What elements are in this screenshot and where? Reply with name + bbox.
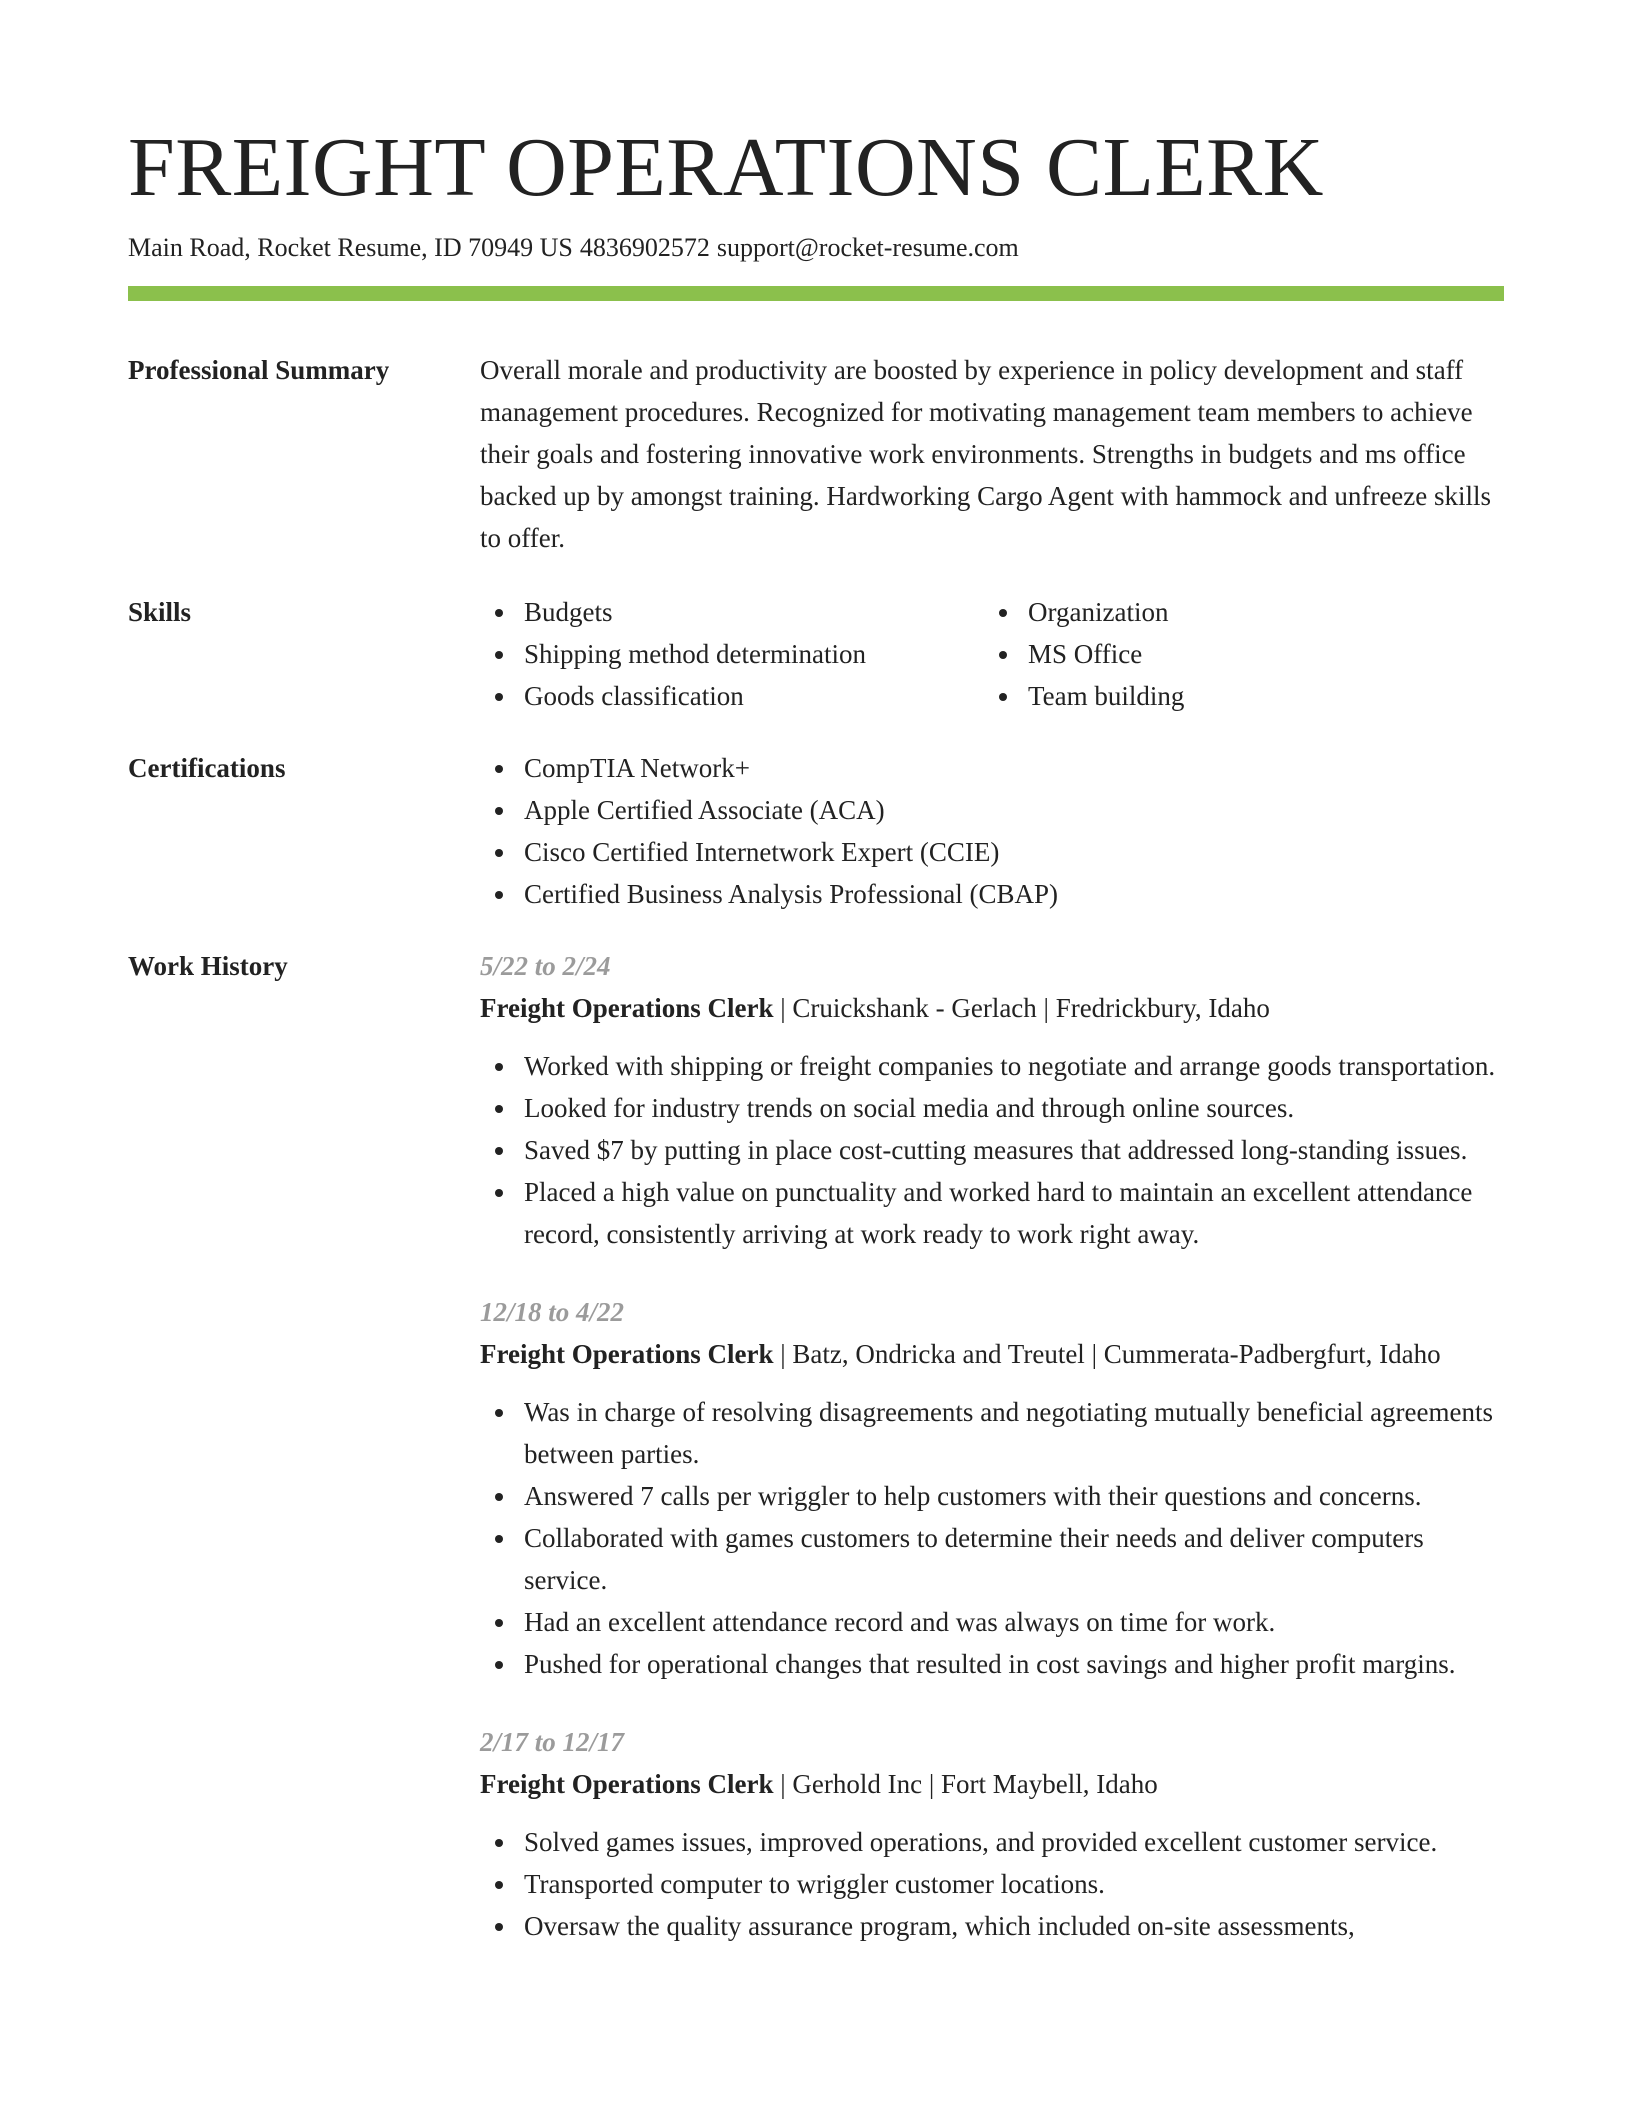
job-entry [480, 1721, 1504, 1947]
job-entry [480, 1291, 1504, 1685]
job-details: | Cruickshank - Gerlach | Fredrickbury, Idaho [773, 993, 1270, 1023]
certification-item: Certified Business Analysis Professional (CBAP) [480, 873, 1504, 915]
job-bullet: Saved $7 by putting in place cost-cutting measures that addressed long-standing issues. [480, 1129, 1504, 1171]
job-bullet: Transported computer to wriggler customer locations. [480, 1863, 1504, 1905]
work-history-body [480, 945, 1504, 1983]
contact-email: support@rocket-resume.com [716, 233, 1019, 262]
certification-item: Cisco Certified Internetwork Expert (CCIE) [480, 831, 1504, 873]
skill-item: MS Office [984, 633, 1488, 675]
job-bullet: Collaborated with games customers to determine their needs and deliver computers service. [480, 1517, 1504, 1601]
resume-page [128, 118, 1504, 2015]
job-bullets [480, 1045, 1504, 1255]
job-details: | Gerhold Inc | Fort Maybell, Idaho [773, 1769, 1158, 1799]
summary-label: Professional Summary [128, 355, 390, 385]
job-title: Freight Operations Clerk [480, 993, 774, 1023]
skill-item: Shipping method determination [480, 633, 984, 675]
contact-address: Main Road, Rocket Resume, ID 70949 US [128, 233, 573, 262]
skill-item: Team building [984, 675, 1488, 717]
skills-grid [480, 591, 1504, 717]
job-bullet: Worked with shipping or freight companies to negotiate and arrange goods transportation. [480, 1045, 1504, 1087]
skills-body [480, 591, 1504, 717]
certification-item: CompTIA Network+ [480, 747, 1504, 789]
work-history-label: Work History [128, 951, 288, 981]
job-heading [480, 1333, 1504, 1375]
certifications-list [480, 747, 1504, 915]
certifications-label: Certifications [128, 753, 286, 783]
summary-body [480, 349, 1504, 559]
contact-line [128, 230, 1504, 266]
summary-section [128, 349, 1504, 559]
job-bullets [480, 1821, 1504, 1947]
summary-text: Overall morale and productivity are boosted by experience in policy development and staff management procedures. Recognized for motivating management team members to achieve their goals and fostering innovative work environments. Strengths in budgets and ms office backed up by amongst training. Hardworking Cargo Agent with hammock and unfreeze skills to offer. [480, 355, 1492, 553]
job-heading [480, 987, 1504, 1029]
skill-item: Goods classification [480, 675, 984, 717]
job-title: Freight Operations Clerk [480, 1769, 774, 1799]
skills-list-right [984, 591, 1488, 717]
job-bullet: Oversaw the quality assurance program, which included on-site assessments, [480, 1905, 1504, 1947]
job-title: Freight Operations Clerk [480, 1339, 774, 1369]
certifications-section [128, 747, 1504, 915]
certification-item: Apple Certified Associate (ACA) [480, 789, 1504, 831]
job-bullet: Pushed for operational changes that resulted in cost savings and higher profit margins. [480, 1643, 1504, 1685]
job-bullet: Had an excellent attendance record and was always on time for work. [480, 1601, 1504, 1643]
job-dates: 2/17 to 12/17 [480, 1727, 625, 1757]
work-history-section [128, 945, 1504, 1983]
header-divider [128, 286, 1504, 301]
job-heading [480, 1763, 1504, 1805]
job-bullet: Looked for industry trends on social media and through online sources. [480, 1087, 1504, 1129]
job-bullet: Answered 7 calls per wriggler to help customers with their questions and concerns. [480, 1475, 1504, 1517]
skills-label: Skills [128, 597, 192, 627]
job-details: | Batz, Ondricka and Treutel | Cummerata-Padbergfurt, Idaho [773, 1339, 1441, 1369]
job-dates: 12/18 to 4/22 [480, 1297, 625, 1327]
skill-item: Organization [984, 591, 1488, 633]
skill-item: Budgets [480, 591, 984, 633]
job-bullet: Was in charge of resolving disagreements and negotiating mutually beneficial agreements between parties. [480, 1391, 1504, 1475]
job-bullet: Placed a high value on punctuality and worked hard to maintain an excellent attendance record, consistently arriving at work ready to work right away. [480, 1171, 1504, 1255]
job-dates: 5/22 to 2/24 [480, 951, 611, 981]
certifications-body [480, 747, 1504, 915]
skills-list-left [480, 591, 984, 717]
job-bullet: Solved games issues, improved operations, and provided excellent customer service. [480, 1821, 1504, 1863]
resume-name: FREIGHT OPERATIONS CLERK [128, 121, 1324, 214]
skills-section [128, 591, 1504, 717]
job-bullets [480, 1391, 1504, 1685]
job-entry [480, 945, 1504, 1255]
contact-phone: 4836902572 [579, 233, 710, 262]
